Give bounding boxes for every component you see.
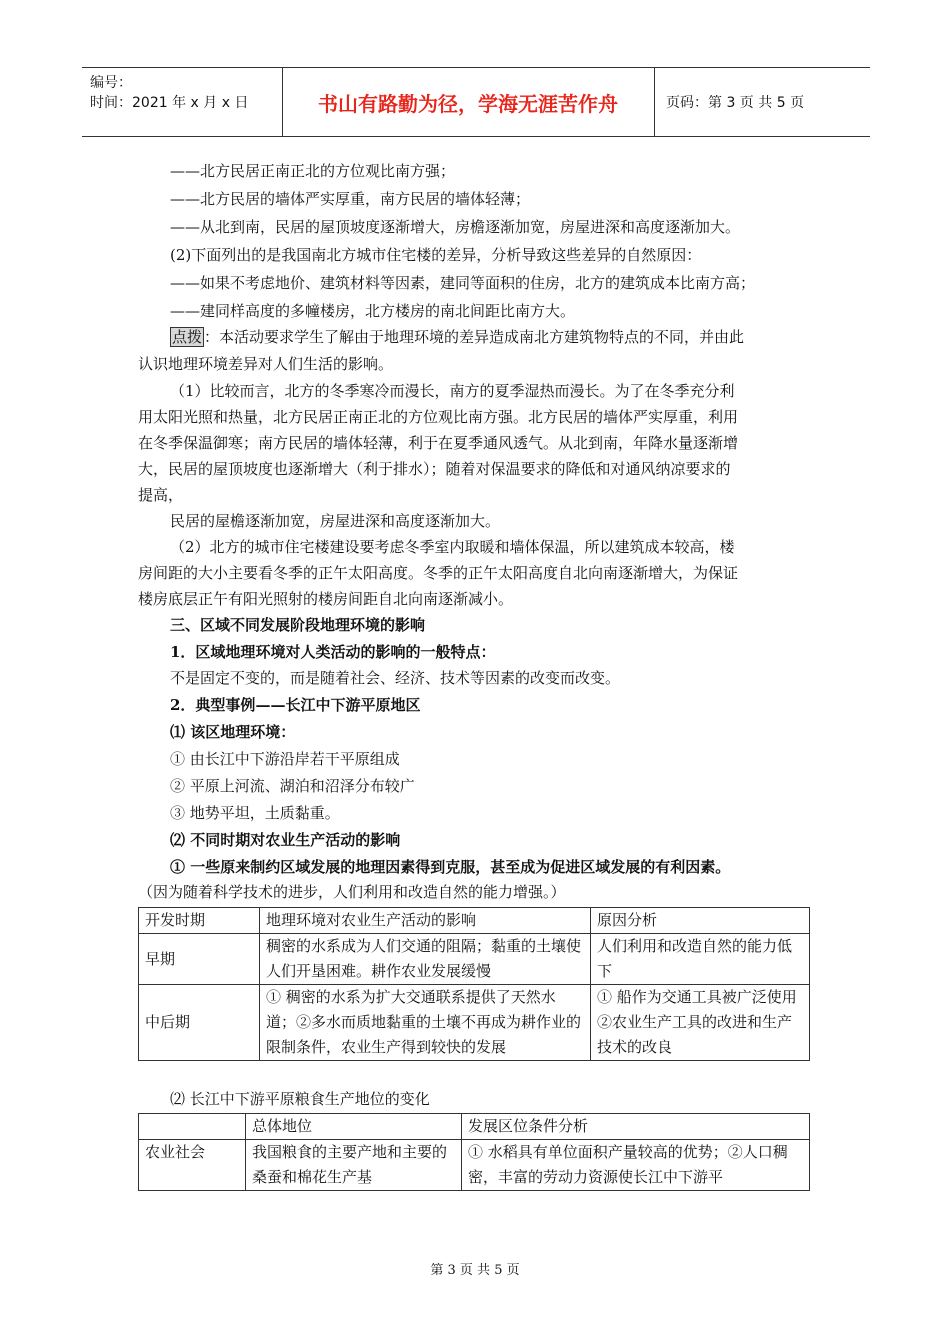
header-motto: 书山有路勤为径，学海无涯苦作舟 <box>282 68 655 136</box>
doc-date: 时间：2021 年 x 月 x 日 <box>90 95 249 111</box>
doc-number-label: 编号： <box>90 75 132 91</box>
table-row <box>139 934 810 985</box>
table-header-row <box>139 1114 810 1140</box>
text-line: 在冬季保温御寒；南方民居的墙体轻薄，利于在夏季通风透气。从北到南，年降水量逐渐增 <box>138 434 739 452</box>
subheading: ⑵ 不同时期对农业生产活动的影响 <box>170 831 401 849</box>
text-line: ——从北到南，民居的屋顶坡度逐渐增大，房檐逐渐加宽，房屋进深和高度逐渐加大。 <box>170 218 741 236</box>
list-item: ① 由长江中下游沿岸若干平原组成 <box>170 750 400 768</box>
text-line: （2）北方的城市住宅楼建设要考虑冬季室内取暖和墙体保温，所以建筑成本较高，楼 <box>170 538 735 556</box>
text-line: ——建同样高度的多幢楼房，北方楼房的南北间距比南方大。 <box>170 302 576 320</box>
text-line: 房间距的大小主要看冬季的正午太阳高度。冬季的正午太阳高度自北向南逐渐增大，为保证 <box>138 564 739 582</box>
table-header-row <box>139 908 810 934</box>
tip-line <box>170 326 744 347</box>
text-line: （因为随着科学技术的进步，人们利用和改造自然的能力增强。） <box>138 883 566 901</box>
table-cell: 早期 <box>139 934 260 985</box>
table-cell: 中后期 <box>139 985 260 1061</box>
table-header-cell: 开发时期 <box>139 908 260 934</box>
development-table <box>138 907 810 1061</box>
table-header-cell: 原因分析 <box>591 908 810 934</box>
text-line: ——如果不考虑地价、建筑材料等因素，建同等面积的住房，北方的建筑成本比南方高； <box>170 274 756 292</box>
text-line: 大，民居的屋顶坡度也逐渐增大（利于排水）；随着对保温要求的降低和对通风纳凉要求的 <box>138 460 731 478</box>
table-cell: ① 水稻具有单位面积产量较高的优势；②人口稠密，丰富的劳动力资源使长江中下游平 <box>462 1140 810 1191</box>
text-line: 用太阳光照和热量，北方民居正南正北的方位观比南方强。北方民居的墙体严实厚重，利用 <box>138 408 739 426</box>
table-row <box>139 1140 810 1191</box>
text-line: （1）比较而言，北方的冬季寒冷而漫长，南方的夏季湿热而漫长。为了在冬季充分利 <box>170 382 735 400</box>
text-line: 认识地理环境差异对人们生活的影响。 <box>138 355 394 373</box>
text-line: 民居的屋檐逐渐加宽，房屋进深和高度逐渐加大。 <box>170 512 501 530</box>
text-line: 提高， <box>138 486 184 504</box>
text-line: 不是固定不变的，而是随着社会、经济、技术等因素的改变而改变。 <box>170 669 621 687</box>
table-header-cell: 总体地位 <box>246 1114 462 1140</box>
table-cell: 我国粮食的主要产地和主要的桑蚕和棉花生产基 <box>246 1140 462 1191</box>
table-cell: 人们利用和改造自然的能力低下 <box>591 934 810 985</box>
list-item: ② 平原上河流、湖泊和沼泽分布较广 <box>170 777 415 795</box>
header-page-info: 页码：第 3 页 共 5 页 <box>666 95 805 111</box>
section-heading: 三、区域不同发展阶段地理环境的影响 <box>170 616 426 634</box>
grain-status-table <box>138 1113 810 1191</box>
table-row <box>139 985 810 1061</box>
subheading: 1．区域地理环境对人类活动的影响的一般特点： <box>170 643 496 661</box>
tip-tag: 点拨 <box>172 328 203 346</box>
table-caption: ⑵ 长江中下游平原粮食生产地位的变化 <box>170 1090 430 1108</box>
page-header <box>82 67 870 137</box>
table-cell: 农业社会 <box>139 1140 246 1191</box>
text-line: ——北方民居的墙体严实厚重，南方民居的墙体轻薄； <box>170 190 531 208</box>
text-line: (2)下面列出的是我国南北方城市住宅楼的差异，分析导致这些差异的自然原因： <box>170 246 702 264</box>
table-header-cell: 地理环境对农业生产活动的影响 <box>260 908 591 934</box>
table-header-cell: 发展区位条件分析 <box>462 1114 810 1140</box>
text-line: ——北方民居正南正北的方位观比南方强； <box>170 162 456 180</box>
page-footer: 第 3 页 共 5 页 <box>430 1263 520 1278</box>
table-cell: ① 稠密的水系为扩大交通联系提供了天然水道；②多水而质地黏重的土壤不再成为耕作业的限制条件，农业生产得到较快的发展 <box>260 985 591 1061</box>
text-line: 楼房底层正午有阳光照射的楼房间距自北向南逐渐减小。 <box>138 590 514 608</box>
subheading: ⑴ 该区地理环境： <box>170 723 296 741</box>
table-header-cell <box>139 1114 246 1140</box>
tip-text: ：本活动要求学生了解由于地理环境的差异造成南北方建筑物特点的不同，并由此 <box>204 328 745 346</box>
header-meta <box>82 68 283 136</box>
table-cell: ① 船作为交通工具被广泛使用②农业生产工具的改进和生产技术的改良 <box>591 985 810 1061</box>
subheading: 2．典型事例——长江中下游平原地区 <box>170 696 421 714</box>
list-item: ③ 地势平坦，土质黏重。 <box>170 804 340 822</box>
key-point: ① 一些原来制约区域发展的地理因素得到克服，甚至成为促进区域发展的有利因素。 <box>170 858 731 876</box>
table-cell: 稠密的水系成为人们交通的阻隔；黏重的土壤使人们开垦困难。耕作农业发展缓慢 <box>260 934 591 985</box>
